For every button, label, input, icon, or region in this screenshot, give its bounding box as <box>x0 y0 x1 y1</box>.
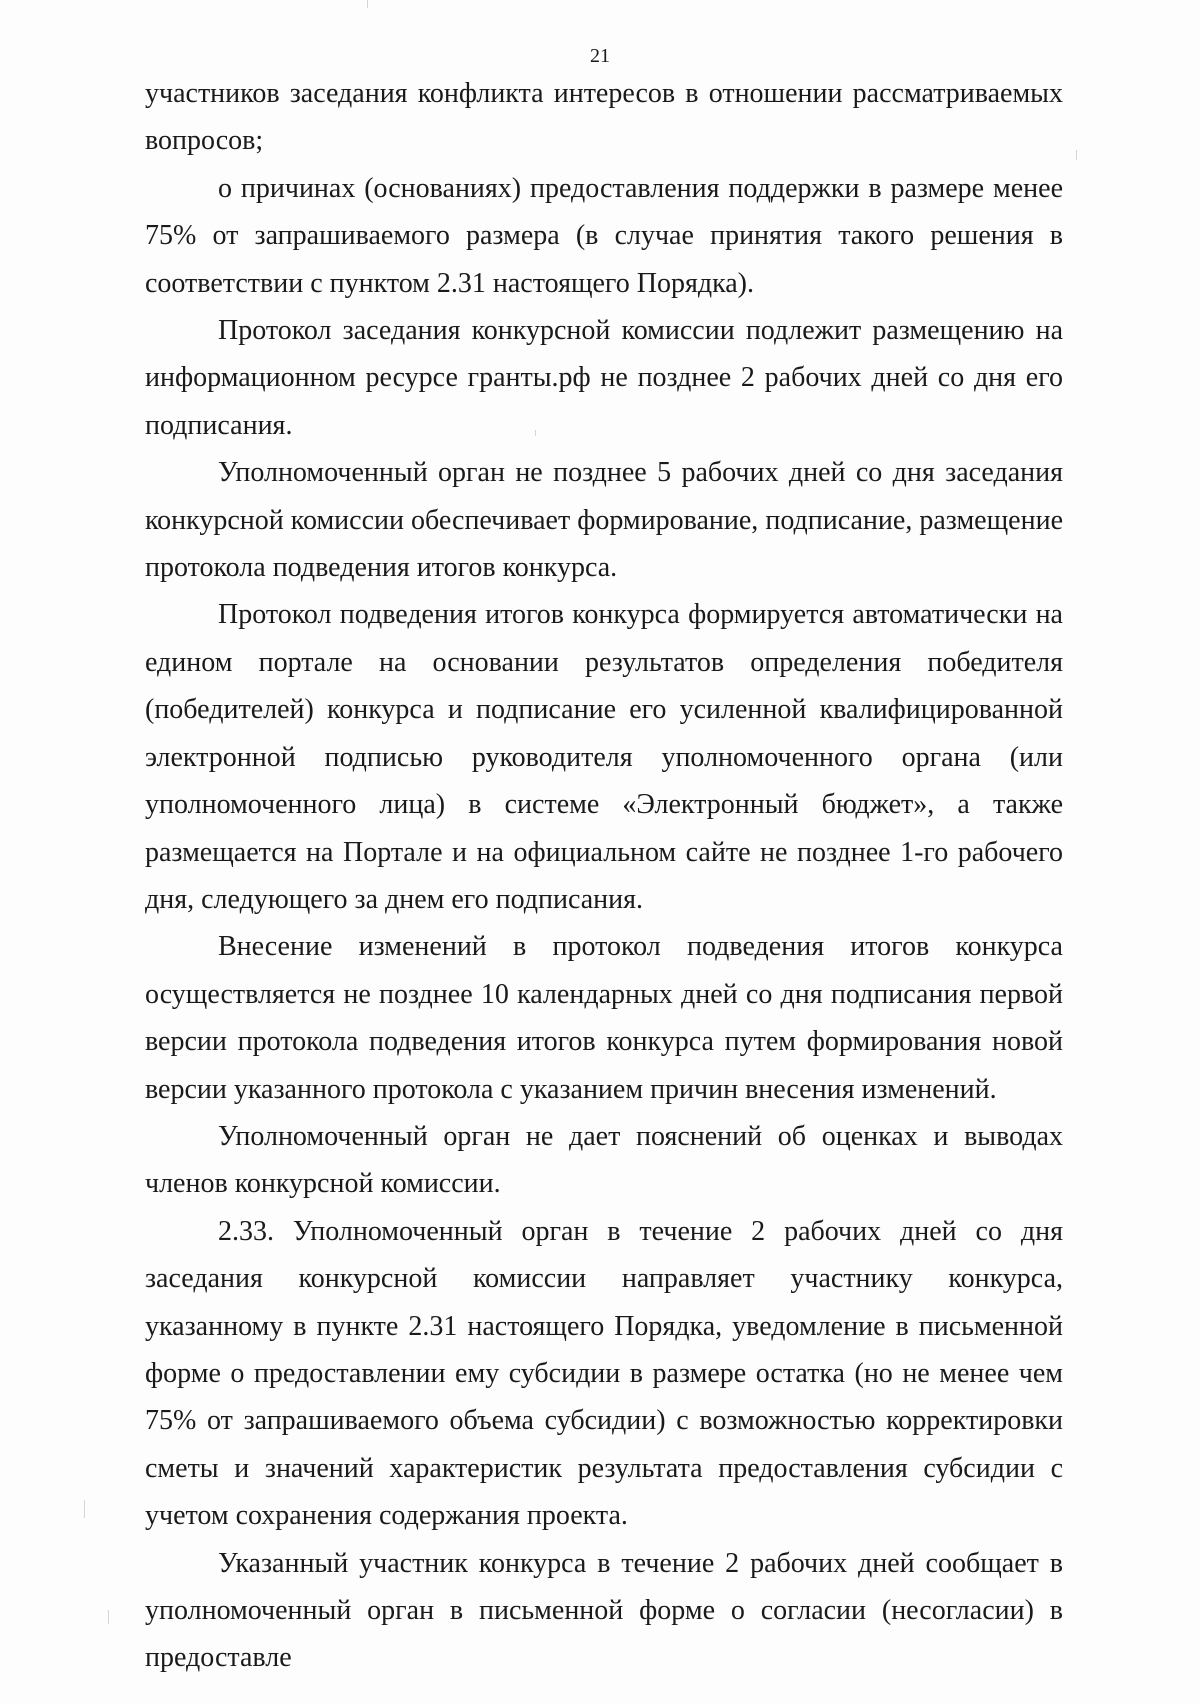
paragraph-reasons: о причинах (основаниях) предоставления поддержки в размере менее 75% от запрашиваемого размера (в случае принятия такого решения в соответствии с пунктом 2.31 настоящего Порядка). <box>145 172 1063 299</box>
paragraph-protocol-changes: Внесение изменений в протокол подведения итогов конкурса осуществляется не позднее 10 календарных дней со дня подписания первой версии протокола подведения итогов конкурса путем формирования новой версии указанного протокола с указанием причин внесения изменений. <box>145 931 1063 1105</box>
paragraph-authorized-body-protocol: Уполномоченный орган не позднее 5 рабочих дней со дня заседания конкурсной комиссии обеспечивает формирование, подписание, размещение протокола подведения итогов конкурса. <box>145 457 1063 584</box>
paragraph-protocol-placement: Протокол заседания конкурсной комиссии подлежит размещению на информационном ресурсе гранты.рф не позднее 2 рабочих дней со дня его подписания. <box>145 315 1063 441</box>
paragraph-no-explanations: Уполномоченный орган не дает пояснений об оценках и выводах членов конкурсной комиссии. <box>145 1120 1063 1200</box>
scan-speck <box>108 1610 109 1624</box>
paragraph-protocol-formation: Протокол подведения итогов конкурса формируется автоматически на едином портале на основании результатов определения победителя (победителей) конкурса и подписание его усиленной квалифицированной электронной подписью руководителя уполномоченного органа (или уполномоченного лица) в системе «Электронный бюджет», а также размещается на Портале и на официальном сайте не позднее 1-го рабочего дня, следующего за днем его подписания. <box>145 599 1063 915</box>
scan-speck <box>535 430 536 436</box>
scan-speck <box>1076 150 1077 160</box>
scan-speck <box>84 1500 85 1518</box>
page-number: 21 <box>590 45 610 67</box>
paragraph-continuation: участников заседания конфликта интересов в отношении рассматриваемых вопросов; <box>145 78 1063 157</box>
paragraph-participant-consent: Указанный участник конкурса в течение 2 рабочих дней сообщает в уполномоченный орган в письменной форме о согласии (несогласии) в предоставле <box>145 1547 1063 1674</box>
scan-speck <box>367 0 368 8</box>
document-body <box>145 70 1063 1682</box>
paragraph-clause-2-33: 2.33. Уполномоченный орган в течение 2 рабочих дней со дня заседания конкурсной комиссии направляет участнику конкурса, указанному в пункте 2.31 настоящего Порядка, уведомление в письменной форме о предоставлении ему субсидии в размере остатка (но не менее чем 75% от запрашиваемого объема субсидии) с возможностью корректировки сметы и значений характеристик результата предоставления субсидии с учетом сохранения содержания проекта. <box>145 1215 1063 1532</box>
